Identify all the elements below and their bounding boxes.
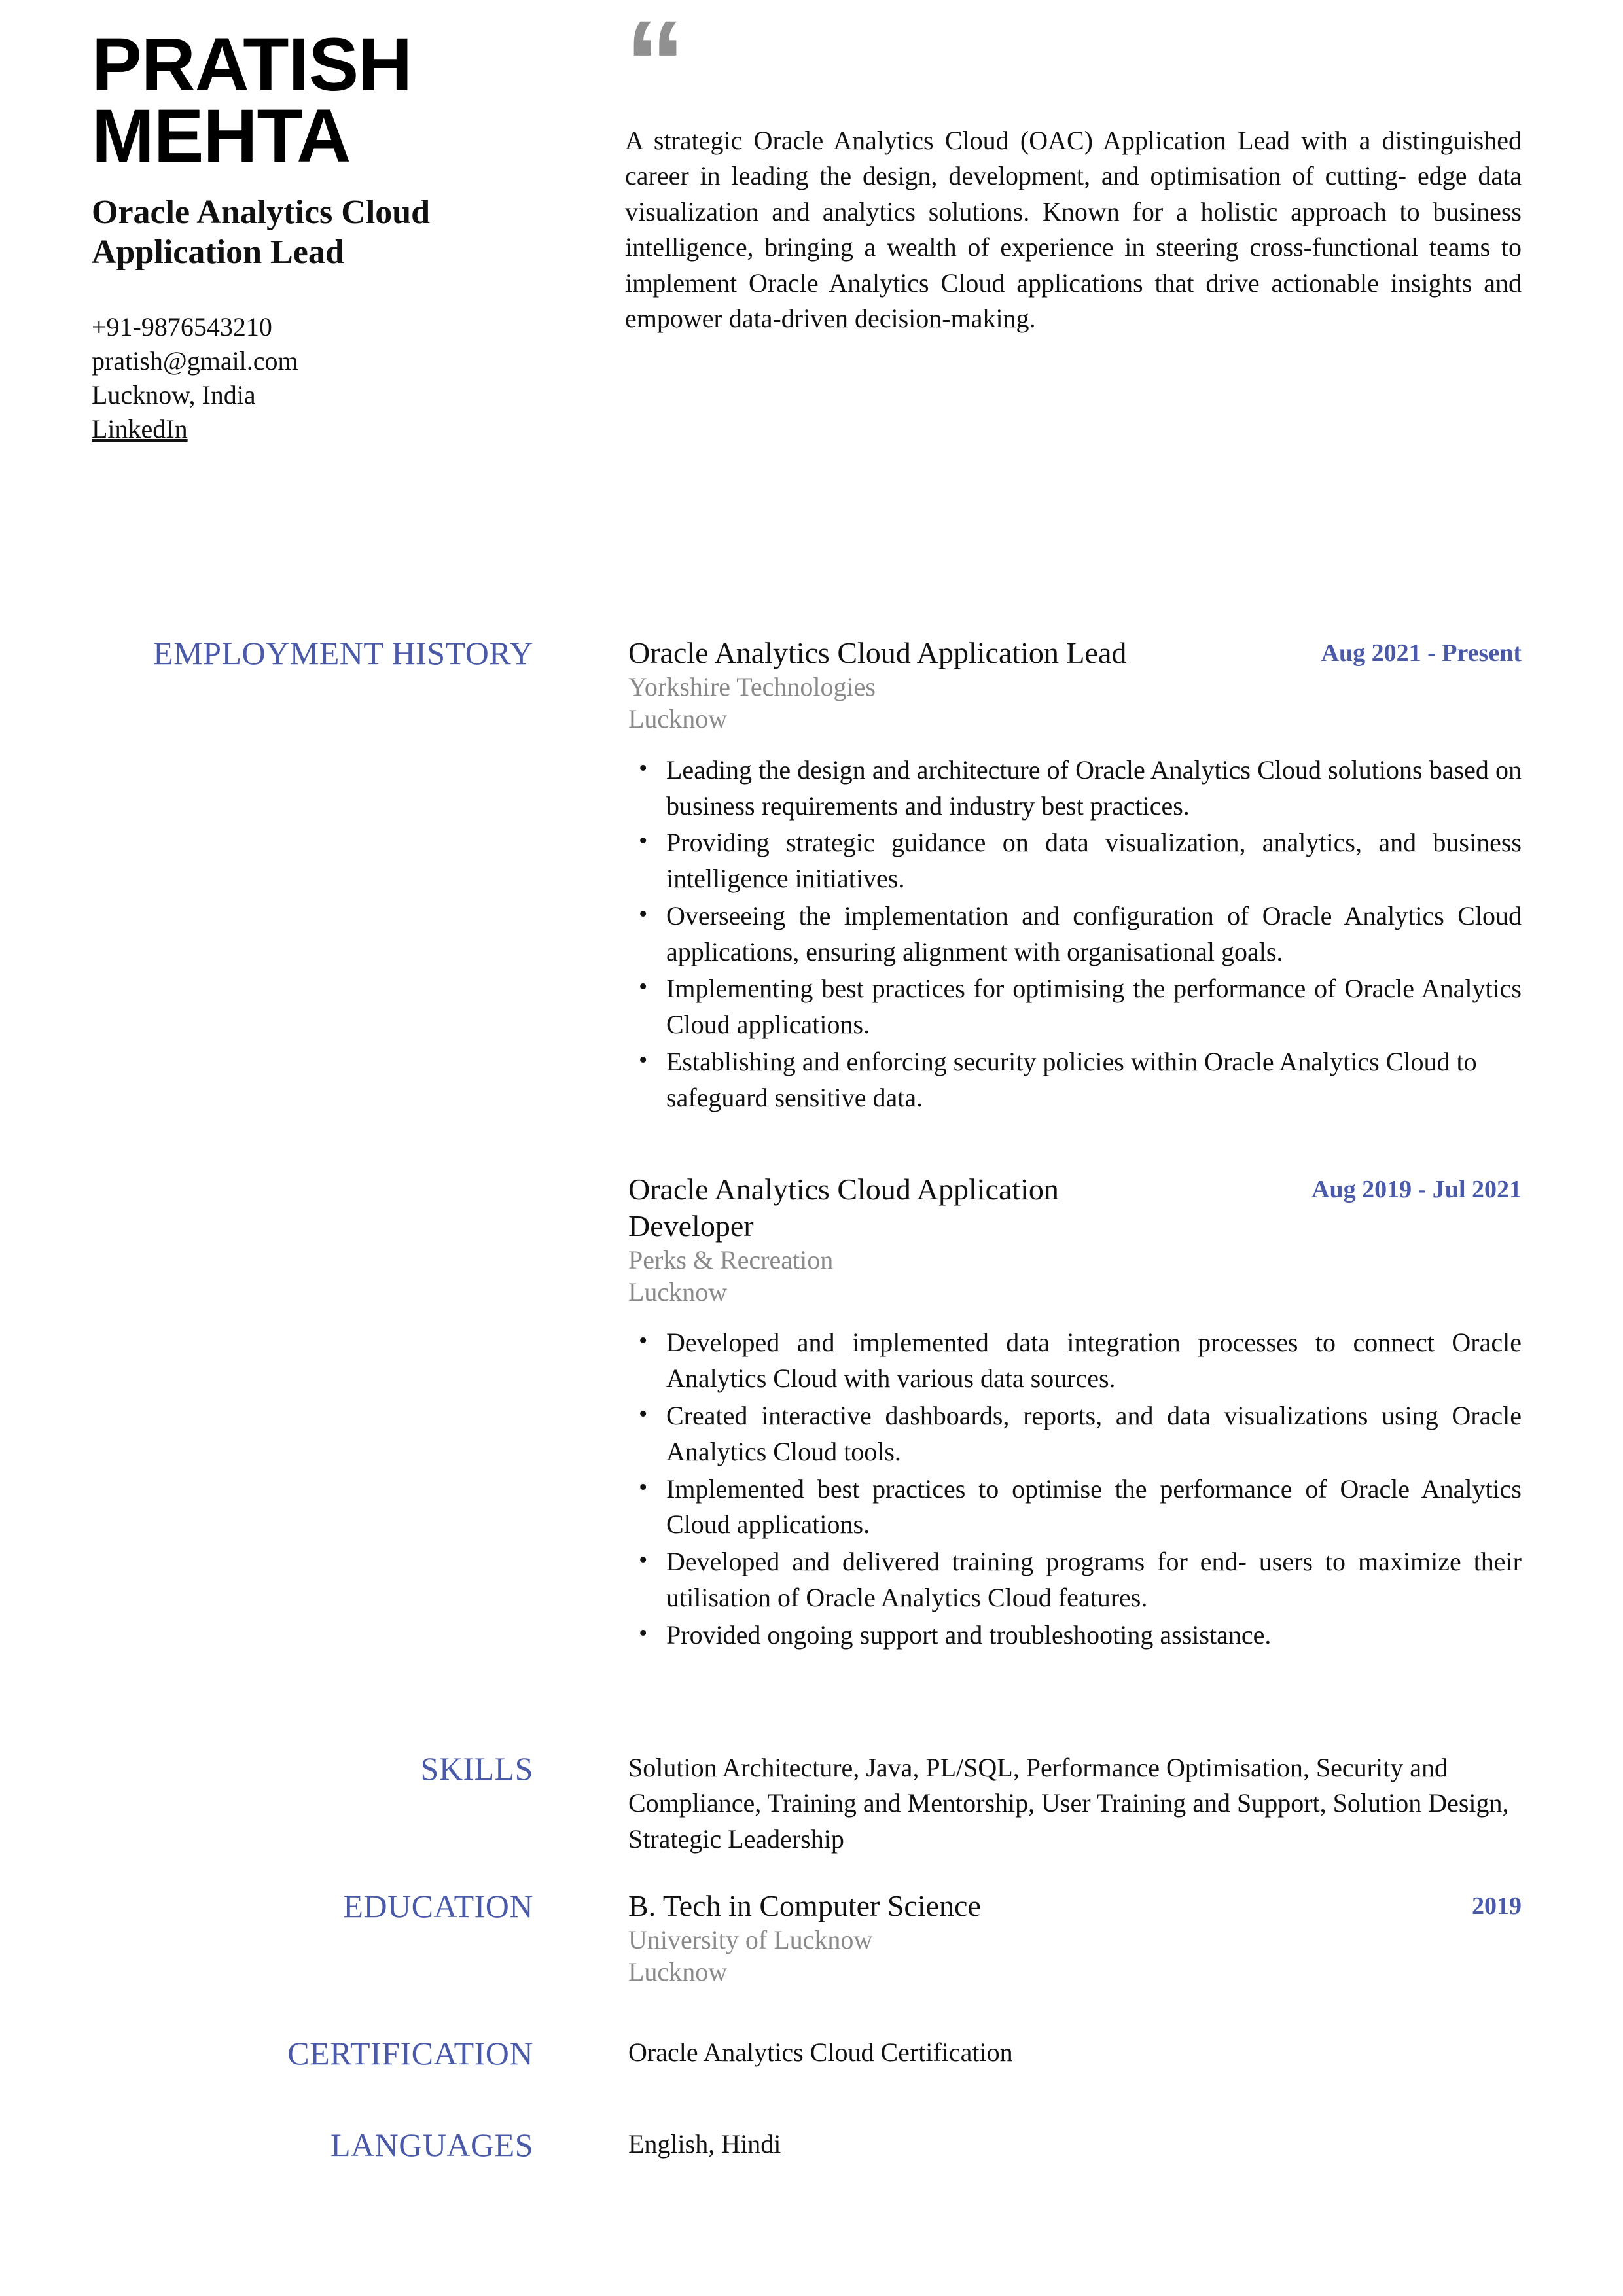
entry-organisation: University of Lucknow: [628, 1925, 873, 1955]
linkedin-link[interactable]: LinkedIn: [92, 414, 188, 444]
entry-organisation: Perks & Recreation: [628, 1245, 834, 1275]
summary-text: A strategic Oracle Analytics Cloud (OAC) Application Lead with a distinguished career in leading the design, development, and optimisation of cutting- edge data visualization and analytics solutions. Known for a holistic approach to business intelligence, bringing a wealth of experience in steering cross-functional teams to implement Oracle Analytics Cloud applications that drive actionable insights and empower data-driven decision-making.: [625, 126, 1522, 333]
entry-date: Aug 2021 - Present: [1321, 639, 1522, 667]
entry-head: [628, 1171, 1522, 1245]
identity-block: [92, 23, 550, 446]
list-item: • Implementing best practices for optimising the performance of Oracle Analytics Cloud applications.: [666, 971, 1522, 1043]
section-certification: [0, 2035, 1623, 2072]
entry-location: Lucknow: [628, 703, 728, 733]
entry-location: Lucknow: [628, 1956, 728, 1987]
list-item: • Establishing and enforcing security policies within Oracle Analytics Cloud to safeguard sensitive data.: [666, 1044, 1522, 1116]
entry-bullet-list: [628, 752, 1522, 1116]
contact-email: pratish@gmail.com: [92, 346, 298, 376]
education-entry: [628, 1888, 1522, 1988]
entry-date: 2019: [1472, 1892, 1522, 1920]
entry-head: [628, 1888, 1522, 1924]
languages-text: English, Hindi: [628, 2129, 781, 2159]
section-label-languages: LANGUAGES: [330, 2127, 533, 2163]
contact-phone: +91-9876543210: [92, 312, 272, 342]
list-item: • Created interactive dashboards, reports, and data visualizations using Oracle Analytics Cloud tools.: [666, 1398, 1522, 1470]
section-languages: [0, 2127, 1623, 2163]
entry-location: Lucknow: [628, 1277, 728, 1307]
entry-bullet-list: [628, 1325, 1522, 1653]
list-item: • Implemented best practices to optimise the performance of Oracle Analytics Cloud applications.: [666, 1472, 1522, 1544]
section-label-education: EDUCATION: [343, 1888, 533, 1924]
section-body-employment-history: [628, 635, 1522, 1655]
page-title: PRATISH MEHTA: [92, 23, 412, 179]
section-body-skills: [628, 1750, 1522, 1857]
list-item: • Providing strategic guidance on data visualization, analytics, and business intelligence initiatives.: [666, 825, 1522, 897]
summary-block: [625, 0, 1522, 336]
section-employment-history: [0, 635, 1623, 1655]
entry-title: B. Tech in Computer Science: [628, 1889, 981, 1922]
quote-mark-icon: “: [625, 0, 682, 131]
section-body-certification: [628, 2035, 1522, 2072]
section-body-education: [628, 1888, 1522, 1988]
contact-block: [92, 310, 550, 446]
section-label-employment-history: EMPLOYMENT HISTORY: [153, 635, 533, 671]
entry-title: Oracle Analytics Cloud Application Developer: [628, 1172, 1059, 1243]
entry-head: [628, 635, 1522, 671]
resume-header: [0, 0, 1623, 615]
certification-text: Oracle Analytics Cloud Certification: [628, 2038, 1013, 2067]
section-label-skills: SKILLS: [420, 1750, 533, 1787]
section-education: [0, 1888, 1623, 1988]
section-skills: [0, 1750, 1623, 1857]
list-item: • Leading the design and architecture of Oracle Analytics Cloud solutions based on business requirements and industry best practices.: [666, 752, 1522, 824]
section-label-certification: CERTIFICATION: [287, 2035, 533, 2072]
employment-entry: [628, 1171, 1522, 1653]
entry-organisation: Yorkshire Technologies: [628, 672, 876, 702]
job-title: Oracle Analytics Cloud Application Lead: [92, 193, 431, 271]
list-item: • Developed and delivered training programs for end- users to maximize their utilisation of Oracle Analytics Cloud features.: [666, 1544, 1522, 1616]
entry-title: Oracle Analytics Cloud Application Lead: [628, 636, 1127, 669]
skills-text: Solution Architecture, Java, PL/SQL, Performance Optimisation, Security and Compliance, Training and Mentorship, User Training and Support, Solution Design, Strategic Leadership: [628, 1753, 1509, 1854]
entry-date: Aug 2019 - Jul 2021: [1311, 1175, 1522, 1203]
contact-location: Lucknow, India: [92, 380, 256, 410]
list-item: • Provided ongoing support and troubleshooting assistance.: [666, 1617, 1522, 1653]
list-item: • Overseeing the implementation and configuration of Oracle Analytics Cloud applications, ensuring alignment with organisational goals.: [666, 898, 1522, 970]
employment-entry: [628, 635, 1522, 1116]
section-body-languages: [628, 2127, 1522, 2163]
list-item: • Developed and implemented data integration processes to connect Oracle Analytics Cloud with various data sources.: [666, 1325, 1522, 1397]
